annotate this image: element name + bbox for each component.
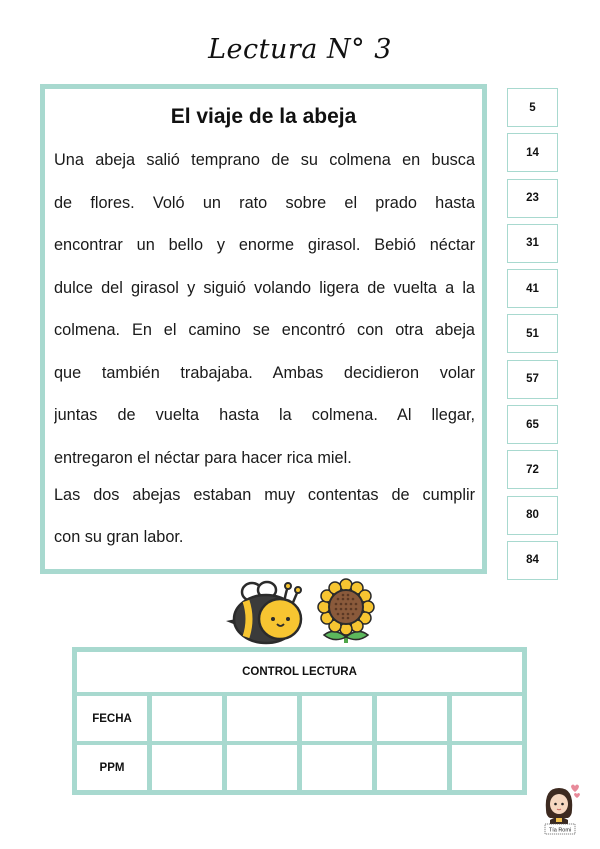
word-count-box: 57 <box>507 360 558 399</box>
word-count-box: 5 <box>507 88 558 127</box>
word-count-column <box>507 88 559 586</box>
story-line: con su gran labor. <box>54 528 184 546</box>
word-count-box: 31 <box>507 224 558 263</box>
word-count-box: 84 <box>507 541 558 580</box>
story-line: Una abeja salió temprano de su colmena en busca <box>54 151 475 169</box>
story-line: dulce del girasol y siguió volando ligera de vuelta a la <box>54 278 475 297</box>
story-line: entregaron el néctar para hacer rica miel. <box>54 448 352 467</box>
control-header: CONTROL LECTURA <box>77 652 522 692</box>
fecha-cell[interactable] <box>227 696 297 741</box>
word-count-box: 65 <box>507 405 558 444</box>
story-line: colmena. En el camino se encontró con otra abeja <box>54 321 475 339</box>
ppm-cell[interactable] <box>377 745 447 790</box>
word-count-box: 80 <box>507 496 558 535</box>
logo-label: Tía Romi <box>548 827 572 834</box>
ppm-cell[interactable] <box>152 745 222 790</box>
story-line: que también trabajaba. Ambas decidieron volar <box>54 363 475 382</box>
page-title: Lectura N° 3 <box>208 34 392 65</box>
word-count-box: 14 <box>507 133 558 172</box>
sunflower-icon <box>318 579 374 643</box>
word-count-box: 51 <box>507 314 558 353</box>
author-logo <box>538 780 584 840</box>
story-title: El viaje de la abeja <box>170 105 357 128</box>
ppm-cell[interactable] <box>452 745 522 790</box>
reading-control-table <box>72 647 527 795</box>
story-line: Las dos abejas estaban muy contentas de cumplir <box>54 485 475 504</box>
story-body <box>54 148 475 568</box>
word-count-box: 72 <box>507 450 558 489</box>
illustrations <box>222 577 382 645</box>
story-line: juntas de vuelta hasta la colmena. Al llegar, <box>54 406 475 424</box>
fecha-cell[interactable] <box>302 696 372 741</box>
fecha-cell[interactable] <box>152 696 222 741</box>
bee-icon <box>226 582 301 643</box>
row-label-fecha: FECHA <box>77 696 147 741</box>
story-line: de flores. Voló un rato sobre el prado hasta <box>54 193 475 212</box>
word-count-box: 23 <box>507 179 558 218</box>
fecha-cell[interactable] <box>377 696 447 741</box>
fecha-cell[interactable] <box>452 696 522 741</box>
ppm-cell[interactable] <box>302 745 372 790</box>
ppm-cell[interactable] <box>227 745 297 790</box>
avatar-icon <box>546 785 580 825</box>
reading-box <box>40 84 487 574</box>
word-count-box: 41 <box>507 269 558 308</box>
row-label-ppm: PPM <box>77 745 147 790</box>
story-line: encontrar un bello y enorme girasol. Bebió néctar <box>54 236 475 254</box>
